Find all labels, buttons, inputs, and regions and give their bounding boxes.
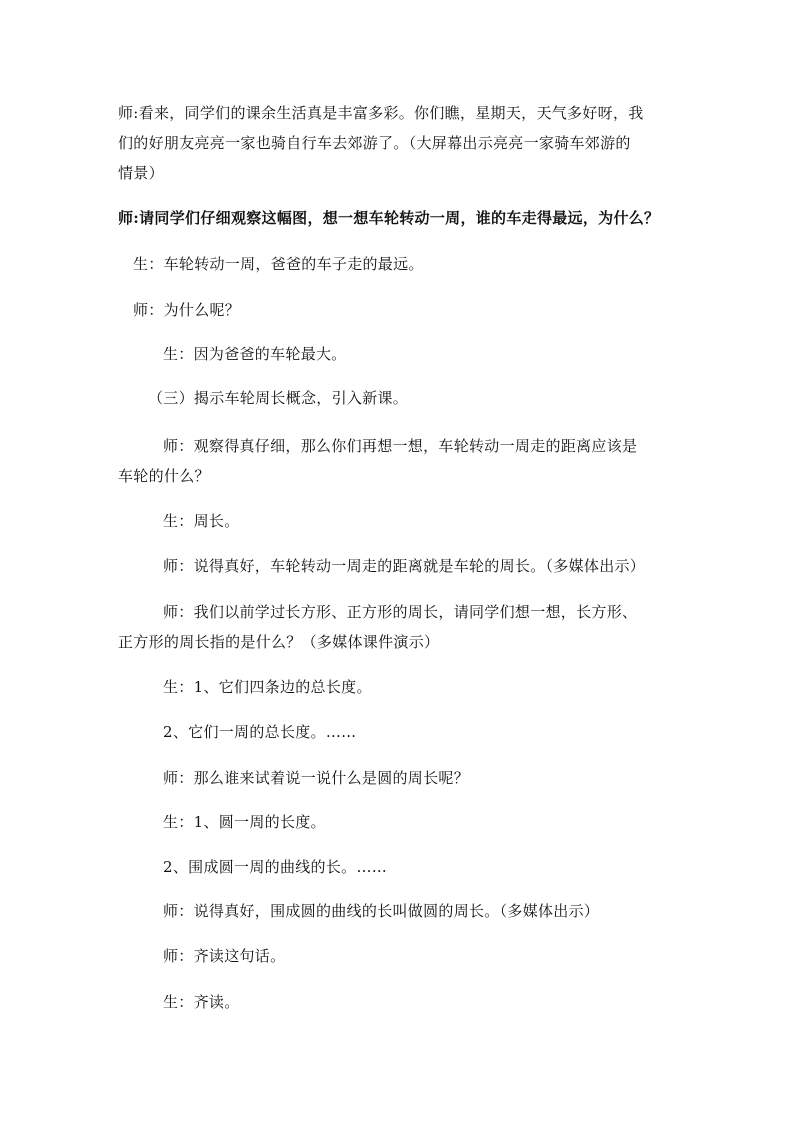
teacher-line-continued: 正方形的周长指的是什么？（多媒体课件演示） <box>118 633 440 651</box>
teacher-line: 师：说得真好，围成圆的曲线的长叫做圆的周长。（多媒体出示） <box>163 902 600 920</box>
student-answer-line: 生：车轮转动一周，爸爸的车子走的最远。 <box>133 255 424 273</box>
teacher-line: 师：齐读这句话。 <box>163 947 286 965</box>
student-answer-line: 2、围成圆一周的曲线的长。…… <box>163 858 388 876</box>
teacher-line: 师：观察得真仔细，那么你们再想一想，车轮转动一周走的距离应该是 <box>163 437 638 455</box>
teacher-question-line: 师:请同学们仔细观察这幅图，想一想车轮转动一周，谁的车走得最远，为什么？ <box>118 209 660 227</box>
student-answer-line: 生：齐读。 <box>163 993 240 1011</box>
paragraph-line: 情景） <box>118 164 164 182</box>
student-answer-line: 2、它们一周的总长度。…… <box>163 723 357 741</box>
teacher-line: 师：为什么呢？ <box>133 301 241 319</box>
teacher-line-continued: 车轮的什么？ <box>118 467 210 485</box>
paragraph-line: 师:看来，同学们的课余生活真是丰富多彩。你们瞧，星期天，天气多好呀，我 <box>118 104 644 122</box>
student-answer-line: 生：周长。 <box>163 512 240 530</box>
section-heading: （三）揭示车轮周长概念，引入新课。 <box>148 389 409 407</box>
teacher-line: 师：我们以前学过长方形、正方形的周长，请同学们想一想，长方形、 <box>163 603 638 621</box>
teacher-line: 师：那么谁来试着说一说什么是圆的周长呢？ <box>163 769 470 787</box>
student-answer-line: 生：1、圆一周的长度。 <box>163 813 326 831</box>
student-answer-line: 生：因为爸爸的车轮最大。 <box>163 345 347 363</box>
teacher-line: 师：说得真好，车轮转动一周走的距离就是车轮的周长。（多媒体出示） <box>163 557 646 575</box>
paragraph-line: 们的好朋友亮亮一家也骑自行车去郊游了。（大屏幕出示亮亮一家骑车郊游的 <box>118 134 631 152</box>
student-answer-line: 生：1、它们四条边的总长度。 <box>163 678 372 696</box>
